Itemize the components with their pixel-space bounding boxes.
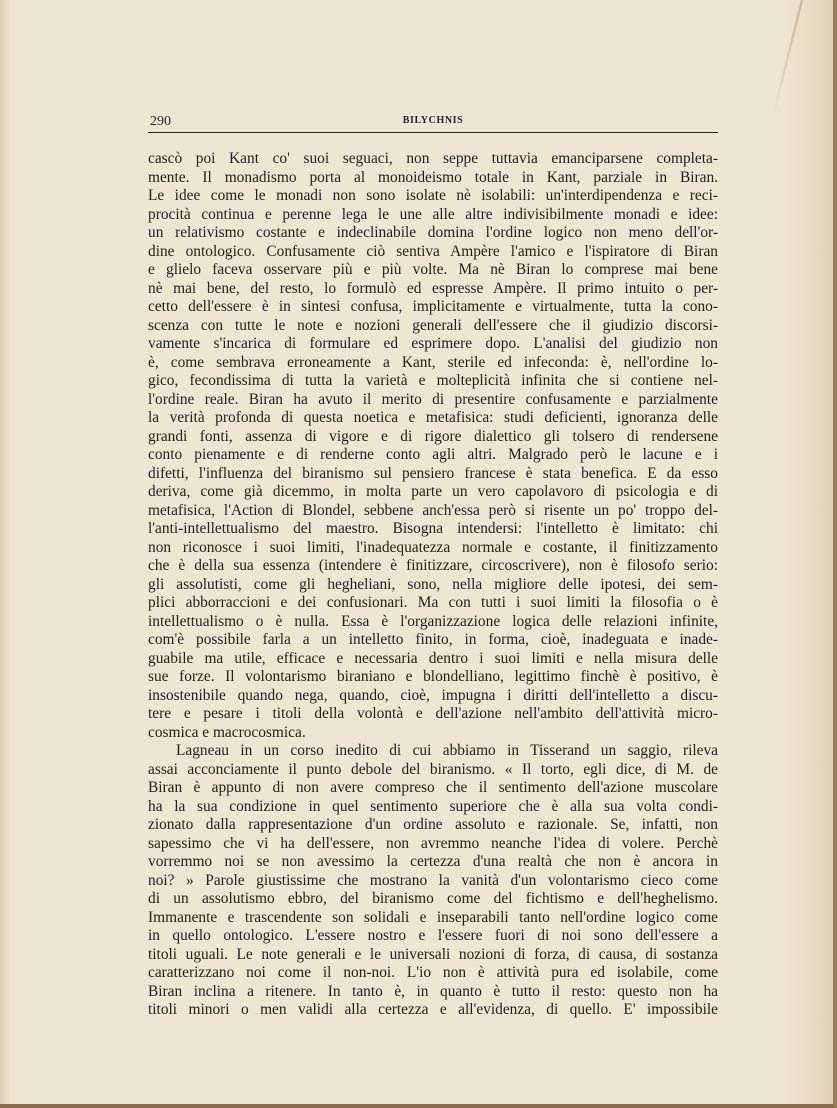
text-line: è, come sembrava erroneamente a Kant, sterile ed infeconda: è, nell'ordine lo- <box>148 353 718 371</box>
text-line: scenza con tutte le note e nozioni generali dell'essere che il giudizio discorsi- <box>148 316 718 334</box>
text-line: di un assolutismo ebbro, del biranismo come del fichtismo e dell'heghelismo. <box>148 890 718 907</box>
text-line: conto pienamente e di renderne conto agli altri. Malgrado però le lacune e i <box>148 446 718 463</box>
body-text <box>148 150 718 1038</box>
text-line: non riconosce i suoi limiti, l'inadequatezza normale e costante, il finitizzamento <box>148 538 718 556</box>
text-line: Biran è appunto di non avere compreso che il sentimento dell'azione muscolare <box>148 779 718 796</box>
text-line: metafisica, l'Action di Blondel, sebbene anch'essa però si risente un po' troppo del- <box>148 501 718 519</box>
text-line: cetto dell'essere è in sintesi confusa, implicitamente e virtualmente, tutta la cono- <box>148 298 718 315</box>
text-line: e glielo faceva osservare più e più volte. Ma nè Biran lo comprese mai bene <box>148 261 718 278</box>
text-line: grandi fonti, assenza di vigore e di rigore dialettico gli tolsero di rendersene <box>148 427 718 445</box>
page-number: 290 <box>150 114 171 129</box>
text-line <box>148 1020 718 1039</box>
text-line: insostenibile quando nega, quando, cioè, impugna i diritti dell'intelletto a discu- <box>148 686 718 704</box>
text-line: in quello ontologico. L'essere nostro e l'essere fuori di noi sono dell'essere a <box>148 927 718 944</box>
journal-title: BILYCHNIS <box>402 115 464 126</box>
text-line: titoli uguali. Le note generali e le universali nozioni di forza, di causa, di sostanza <box>148 945 718 963</box>
text-line: Le idee come le monadi non sono isolate nè isolabili: un'interdipendenza e reci- <box>148 187 718 204</box>
page-fold <box>772 0 803 117</box>
text-line: deriva, come già dicemmo, in molta parte un vero capolavoro di psicologia e di <box>148 483 718 500</box>
text-line: un relativismo costante e indeclinabile domina l'ordine logico non meno dell'or- <box>148 224 718 241</box>
text-line: cascò poi Kant co' suoi seguaci, non seppe tuttavia emanciparsene completa- <box>148 150 718 167</box>
text-line: difetti, l'influenza del biranismo sul pensiero francese è stata benefica. E da esso <box>148 464 718 482</box>
text-line: nè mai bene, del resto, lo formulò ed espresse Ampère. Il primo intuito o per- <box>148 279 718 297</box>
text-line: sue forze. Il volontarismo biraniano e blondelliano, legittimo finchè è positivo, è <box>148 668 718 685</box>
text-line: assai acconciamente il punto debole del biranismo. « Il torto, egli dice, di M. de <box>148 760 718 778</box>
text-line: vorremmo noi se non avessimo la certezza d'una realtà che non è ancora in <box>148 853 718 870</box>
text-line: l'ordine reale. Biran ha avuto il merito di presentire confusamente e parzialmente <box>148 390 718 408</box>
text-line: tere e pesare i titoli della volontà e dell'azione nell'ambito dell'attività micro- <box>148 705 718 722</box>
text-line: Lagneau in un corso inedito di cui abbiamo in Tisserand un saggio, rileva <box>176 742 718 759</box>
text-line: titoli minori o men validi alla certezza e all'evidenza, di quello. E' impossibile <box>148 1001 718 1018</box>
text-line: noi? » Parole giustissime che mostrano la vanità d'un volontarismo cieco come <box>148 871 718 889</box>
text-line: ha la sua condizione in quel sentimento superiore che è alla sua volta condi- <box>148 797 718 815</box>
text-line: com'è possibile farla a un intelletto finito, in forma, cioè, inadeguata e inade- <box>148 631 718 648</box>
text-line: l'anti-intellettualismo del maestro. Bisogna intendersi: l'intelletto è limitato: chi <box>148 520 718 537</box>
text-line: caratterizzano noi come il non-noi. L'io non è attività pura ed isolabile, come <box>148 964 718 981</box>
text-line: procità continua e perenne lega le une alle altre indivisibilmente monadi e idee: <box>148 205 718 223</box>
text-line: sapessimo che vi ha dell'essere, non avremmo neanche l'idea di volere. Perchè <box>148 834 718 852</box>
text-line: Immanente e trascendente son solidali e inseparabili tanto nell'ordine logico come <box>148 908 718 926</box>
text-line: mente. Il monadismo porta al monoideismo totale in Kant, parziale in Biran. <box>148 168 718 186</box>
text-line: plici abborraccioni e dei confusionari. Ma con tutti i suoi limiti la filosofia o è <box>148 594 718 611</box>
running-head <box>148 112 718 133</box>
text-line: la verità profonda di questa noetica e metafisica: studi deficienti, ignoranza delle <box>148 409 718 426</box>
text-line: cosmica e macrocosmica. <box>148 723 306 741</box>
text-line: vamente s'incarica di formulare ed esprimere dopo. L'analisi del giudizio non <box>148 335 718 352</box>
text-line: guabile ma utile, efficace e necessaria dentro i suoi limiti e nella misura delle <box>148 649 718 667</box>
text-line: gico, fecondissima di tutta la varietà e molteplicità infinita che si contiene nel- <box>148 372 718 389</box>
text-line: Biran inclina a ritenere. In tanto è, in quanto è tutto il resto: questo non ha <box>148 982 718 1000</box>
text-line: zionato dalla rappresentazione d'un ordine assoluto e razionale. Se, infatti, non <box>148 816 718 833</box>
text-line: che è della sua essenza (intendere è finitizzare, circoscrivere), non è filosofo serio: <box>148 557 718 574</box>
text-line: gli assolutisti, come gli hegheliani, sono, nella migliore delle ipotesi, dei sem- <box>148 575 718 593</box>
text-line: intellettualismo o è nulla. Essa è l'organizzazione logica delle relazioni infinite, <box>148 612 718 630</box>
text-line: dine ontologico. Confusamente ciò sentiva Ampère l'amico e l'ispiratore di Biran <box>148 242 718 260</box>
